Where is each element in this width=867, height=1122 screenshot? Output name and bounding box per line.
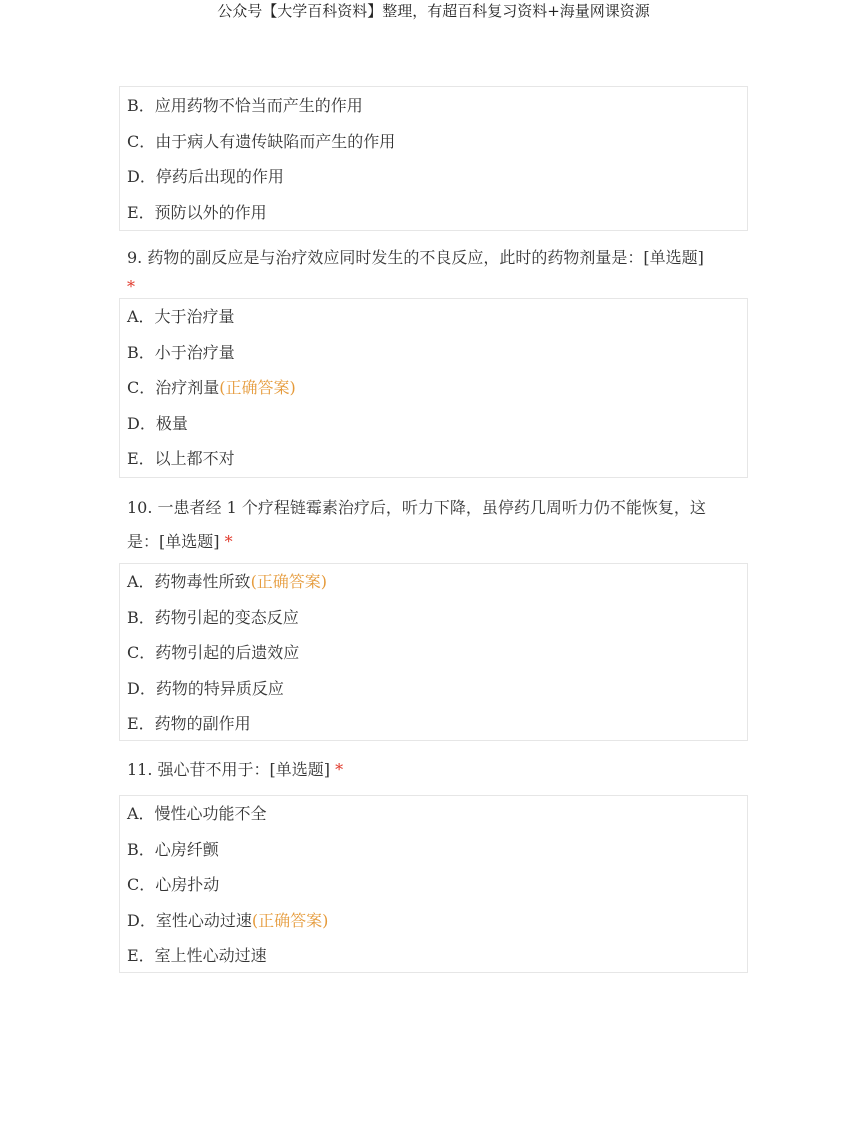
page-header: 公众号【大学百科资料】整理，有超百科复习资料+海量网课资源 [217, 2, 650, 20]
options-box-q9 [119, 298, 748, 478]
option-e[interactable] [127, 441, 740, 477]
option-c[interactable]: C．由于病人有遗传缺陷而产生的作用 [127, 131, 396, 151]
option-b[interactable] [127, 832, 740, 868]
question-11 [119, 754, 748, 786]
quiz-content [119, 86, 748, 973]
option-label: A．大于治疗量 [127, 307, 235, 326]
question-10-text-line1: 10. 一患者经 1 个疗程链霉素治疗后，听力下降，虽停药几周听力仍不能恢复，这 [127, 498, 706, 517]
option-label: C．治疗剂量 [127, 378, 220, 397]
option-e[interactable] [127, 938, 740, 974]
option-a[interactable] [127, 564, 740, 600]
required-star: * [335, 760, 344, 779]
options-box-q8 [119, 86, 748, 231]
option-a[interactable] [127, 299, 740, 335]
option-label: D．极量 [127, 413, 188, 433]
option-d[interactable]: D．停药后出现的作用 [127, 167, 284, 186]
options-box-q10 [119, 563, 748, 741]
option-label: D．药物的特异质反应 [127, 678, 284, 698]
required-star: * [127, 277, 135, 296]
option-d[interactable] [127, 903, 740, 939]
correct-answer-mark: (正确答案) [251, 910, 329, 930]
option-label: A．慢性心功能不全 [127, 804, 267, 823]
question-9 [119, 242, 748, 300]
option-label: E．以上都不对 [127, 449, 235, 468]
option-b[interactable] [127, 600, 740, 636]
option-e[interactable] [127, 706, 740, 742]
correct-answer-mark: (正确答案) [219, 378, 296, 397]
option-e[interactable]: E．预防以外的作用 [127, 202, 267, 222]
question-10-text-line2: 是：[单选题] * [127, 532, 233, 551]
option-label: D．室性心动过速 [127, 910, 252, 930]
option-label: B．心房纤颤 [127, 839, 219, 859]
option-label: C．药物引起的后遗效应 [127, 643, 300, 662]
option-d[interactable] [127, 406, 740, 442]
option-b[interactable]: B．应用药物不恰当而产生的作用 [127, 96, 363, 115]
option-label: E．室上性心动过速 [127, 946, 267, 965]
correct-answer-mark: (正确答案) [250, 572, 328, 591]
option-b[interactable] [127, 335, 740, 371]
option-c[interactable] [127, 370, 740, 406]
option-label: B．小于治疗量 [127, 342, 235, 362]
option-label: A．药物毒性所致 [127, 572, 251, 591]
option-label: C．心房扑动 [127, 875, 220, 894]
option-label: E．药物的副作用 [127, 714, 251, 733]
question-9-text: 9. 药物的副反应是与治疗效应同时发生的不良反应，此时的药物剂量是：[单选题] [127, 248, 704, 267]
question-11-text: 11. 强心苷不用于：[单选题] * [127, 760, 344, 779]
option-c[interactable] [127, 635, 740, 671]
options-box-q11 [119, 795, 748, 973]
required-star: * [224, 532, 233, 551]
option-d[interactable] [127, 671, 740, 707]
option-c[interactable] [127, 867, 740, 903]
option-a[interactable] [127, 796, 740, 832]
option-label: B．药物引起的变态反应 [127, 607, 299, 627]
question-10 [119, 491, 748, 559]
